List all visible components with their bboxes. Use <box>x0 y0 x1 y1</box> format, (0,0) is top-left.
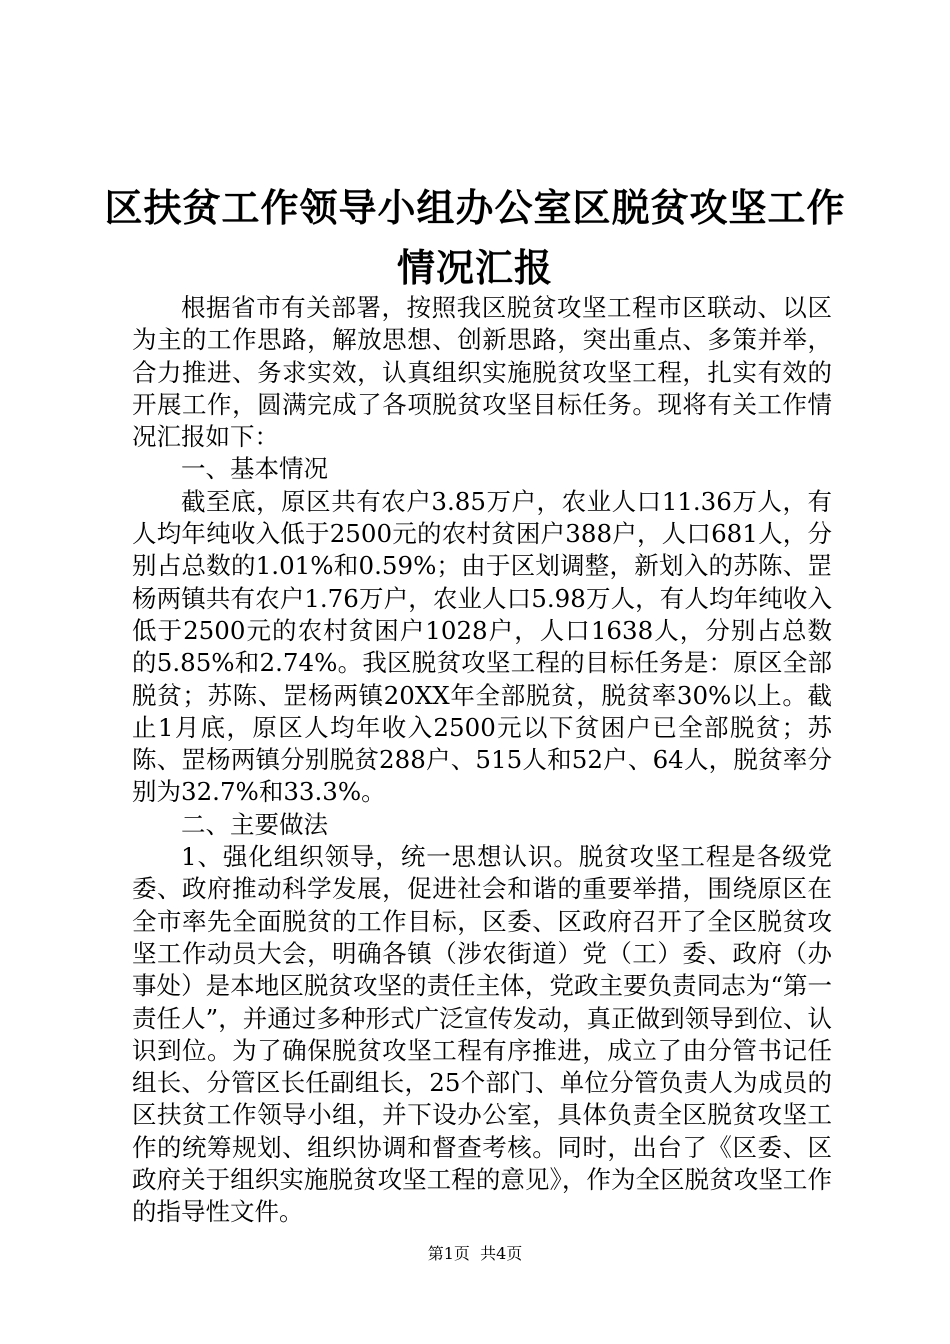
basic-situation-paragraph: 截至底，原区共有农户3.85万户，农业人口11.36万人，有人均年纯收入低于2500元的农村贫困户388户，人口681人，分别占总数的1.01%和0.59%；由于区划调整，新划入的苏陈、罡杨两镇共有农户1.76万户，农业人口5.98万人，有人均年纯收入低于2500元的农村贫困户1028户，人口1638人，分别占总数的5.85%和2.74%。我区脱贫攻坚工程的目标任务是：原区全部脱贫；苏陈、罡杨两镇20XX年全部脱贫，脱贫率30%以上。截止1月底，原区人均年收入2500元以下贫困户已全部脱贫；苏陈、罡杨两镇分别脱贫288户、515人和52户、64人，脱贫率分别为32.7%和33.3%。 <box>132 486 832 807</box>
document-title: 区扶贫工作领导小组办公室区脱贫攻坚工作情况汇报 <box>104 186 846 290</box>
section-heading-basic-situation: 一、基本情况 <box>181 454 328 484</box>
page-footer <box>0 1242 950 1266</box>
document-body <box>132 292 832 1229</box>
page-number: 第1页 <box>427 1244 470 1263</box>
main-practices-paragraph-1: 1、强化组织领导，统一思想认识。脱贫攻坚工程是各级党委、政府推动科学发展，促进社会和谐的重要举措，围绕原区在全市率先全面脱贫的工作目标，区委、区政府召开了全区脱贫攻坚工作动员大会，明确各镇（涉农街道）党（工）委、政府（办事处）是本地区脱贫攻坚的责任主体，党政主要负责同志为“第一责任人”，并通过多种形式广泛宣传发动，真正做到领导到位、认识到位。为了确保脱贫攻坚工程有序推进，成立了由分管书记任组长、分管区长任副组长，25个部门、单位分管负责人为成员的区扶贫工作领导小组，并下设办公室，具体负责全区脱贫攻坚工作的统筹规划、组织协调和督查考核。同时，出台了《区委、区政府关于组织实施脱贫攻坚工程的意见》，作为全区脱贫攻坚工作的指导性文件。 <box>132 842 832 1227</box>
section-heading-main-practices: 二、主要做法 <box>181 809 328 839</box>
intro-paragraph: 根据省市有关部署，按照我区脱贫攻坚工程市区联动、以区为主的工作思路，解放思想、创新思路，突出重点、多策并举，合力推进、务求实效，认真组织实施脱贫攻坚工程，扎实有效的开展工作，圆满完成了各项脱贫攻坚目标任务。现将有关工作情况汇报如下： <box>132 293 832 452</box>
page-total: 共4页 <box>480 1244 523 1263</box>
